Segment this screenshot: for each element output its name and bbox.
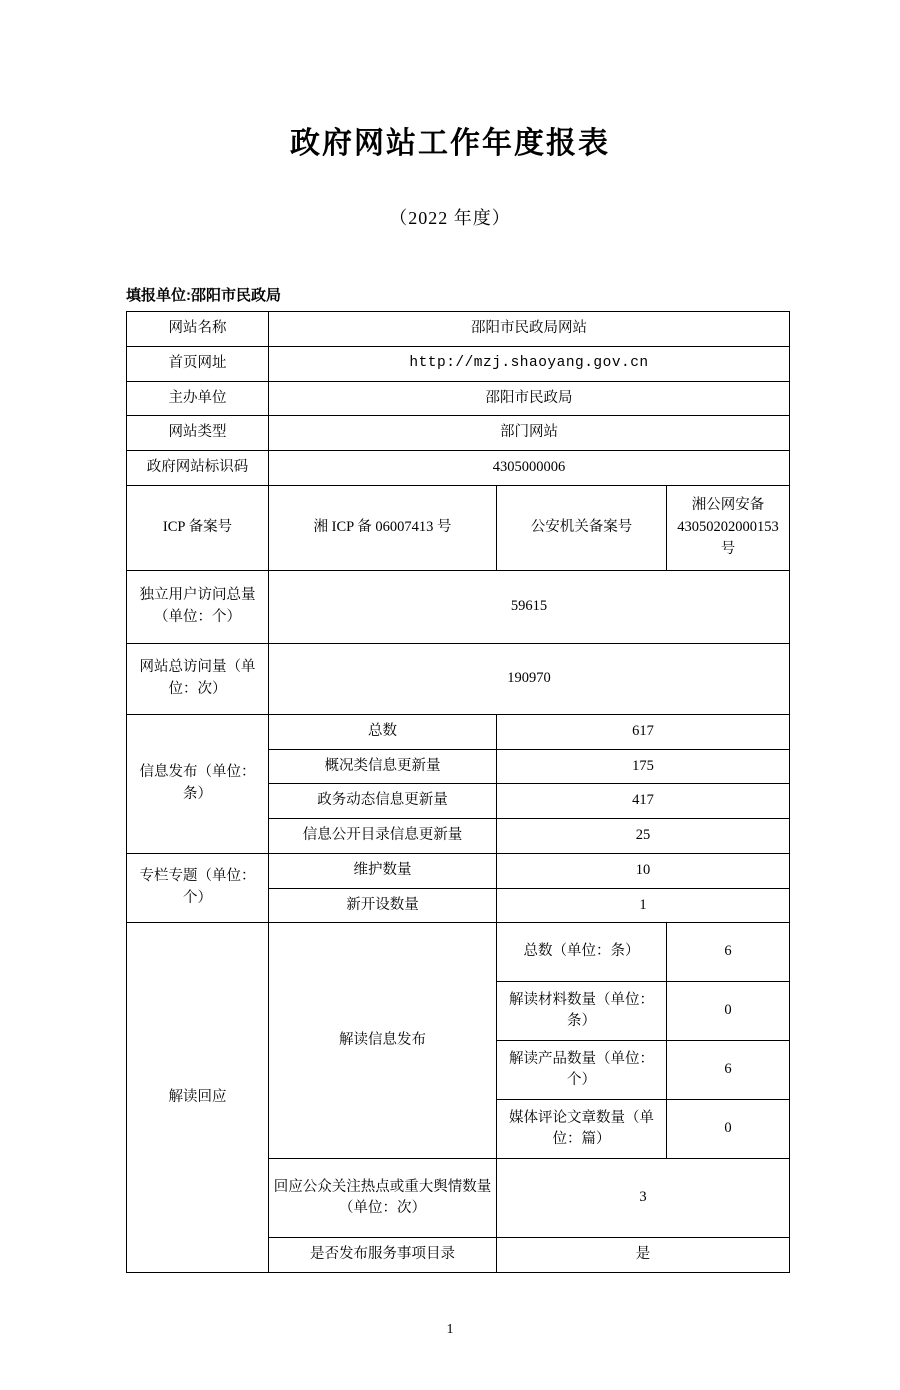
interpret-publish-label: 解读信息发布 — [269, 923, 497, 1159]
page-title: 政府网站工作年度报表 — [290, 127, 610, 160]
table-row — [127, 570, 790, 643]
info-publish-item-name: 政务动态信息更新量 — [269, 784, 497, 819]
hotspot-response-value: 3 — [497, 1159, 790, 1238]
table-row — [127, 923, 790, 982]
homepage-value: http://mzj.shaoyang.gov.cn — [269, 346, 790, 381]
site-code-value: 4305000006 — [269, 451, 790, 486]
table-row — [127, 416, 790, 451]
info-publish-item-value: 25 — [497, 819, 790, 854]
info-publish-item-name: 信息公开目录信息更新量 — [269, 819, 497, 854]
column-topic-item-name: 新开设数量 — [269, 888, 497, 923]
column-topic-item-name: 维护数量 — [269, 853, 497, 888]
icp-label: ICP 备案号 — [127, 485, 269, 570]
table-row — [127, 714, 790, 749]
document-page — [0, 118, 900, 1390]
site-code-label: 政府网站标识码 — [127, 451, 269, 486]
interpret-item-name: 解读产品数量（单位：个） — [497, 1041, 667, 1100]
unique-visitors-label: 独立用户访问总量（单位：个） — [127, 570, 269, 643]
interpret-item-name: 总数（单位：条） — [497, 923, 667, 982]
info-publish-item-value: 175 — [497, 749, 790, 784]
table-row — [127, 312, 790, 347]
host-value: 邵阳市民政局 — [269, 381, 790, 416]
site-type-value: 部门网站 — [269, 416, 790, 451]
interpret-item-value: 6 — [667, 923, 790, 982]
interpret-response-label: 解读回应 — [127, 923, 269, 1273]
column-topic-item-value: 10 — [497, 853, 790, 888]
interpret-item-name: 媒体评论文章数量（单位：篇） — [497, 1100, 667, 1159]
info-publish-item-name: 总数 — [269, 714, 497, 749]
total-visits-label: 网站总访问量（单位：次） — [127, 643, 269, 714]
table-row — [127, 853, 790, 888]
page-number: 1 — [446, 1322, 454, 1337]
info-publish-label: 信息发布（单位：条） — [127, 714, 269, 853]
interpret-item-value: 6 — [667, 1041, 790, 1100]
icp-value: 湘 ICP 备 06007413 号 — [269, 485, 497, 570]
column-topic-label: 专栏专题（单位：个） — [127, 853, 269, 923]
filler-unit-line: 填报单位:邵阳市民政局 — [126, 287, 281, 304]
page-subtitle: （2022 年度） — [389, 208, 511, 228]
table-row — [127, 346, 790, 381]
service-catalog-value: 是 — [497, 1238, 790, 1273]
interpret-item-value: 0 — [667, 1100, 790, 1159]
column-topic-item-value: 1 — [497, 888, 790, 923]
interpret-item-value: 0 — [667, 982, 790, 1041]
info-publish-item-value: 417 — [497, 784, 790, 819]
info-publish-item-value: 617 — [497, 714, 790, 749]
info-publish-item-name: 概况类信息更新量 — [269, 749, 497, 784]
police-record-value: 湘公网安备 43050202000153 号 — [667, 485, 790, 570]
site-type-label: 网站类型 — [127, 416, 269, 451]
interpret-item-name: 解读材料数量（单位：条） — [497, 982, 667, 1041]
homepage-label: 首页网址 — [127, 346, 269, 381]
table-row — [127, 381, 790, 416]
site-name-label: 网站名称 — [127, 312, 269, 347]
police-record-label: 公安机关备案号 — [497, 485, 667, 570]
table-row — [127, 643, 790, 714]
unique-visitors-value: 59615 — [269, 570, 790, 643]
annual-report-table — [126, 311, 790, 1273]
table-row — [127, 451, 790, 486]
total-visits-value: 190970 — [269, 643, 790, 714]
table-row — [127, 485, 790, 570]
site-name-value: 邵阳市民政局网站 — [269, 312, 790, 347]
service-catalog-label: 是否发布服务事项目录 — [269, 1238, 497, 1273]
hotspot-response-label: 回应公众关注热点或重大舆情数量（单位：次） — [269, 1159, 497, 1238]
host-label: 主办单位 — [127, 381, 269, 416]
